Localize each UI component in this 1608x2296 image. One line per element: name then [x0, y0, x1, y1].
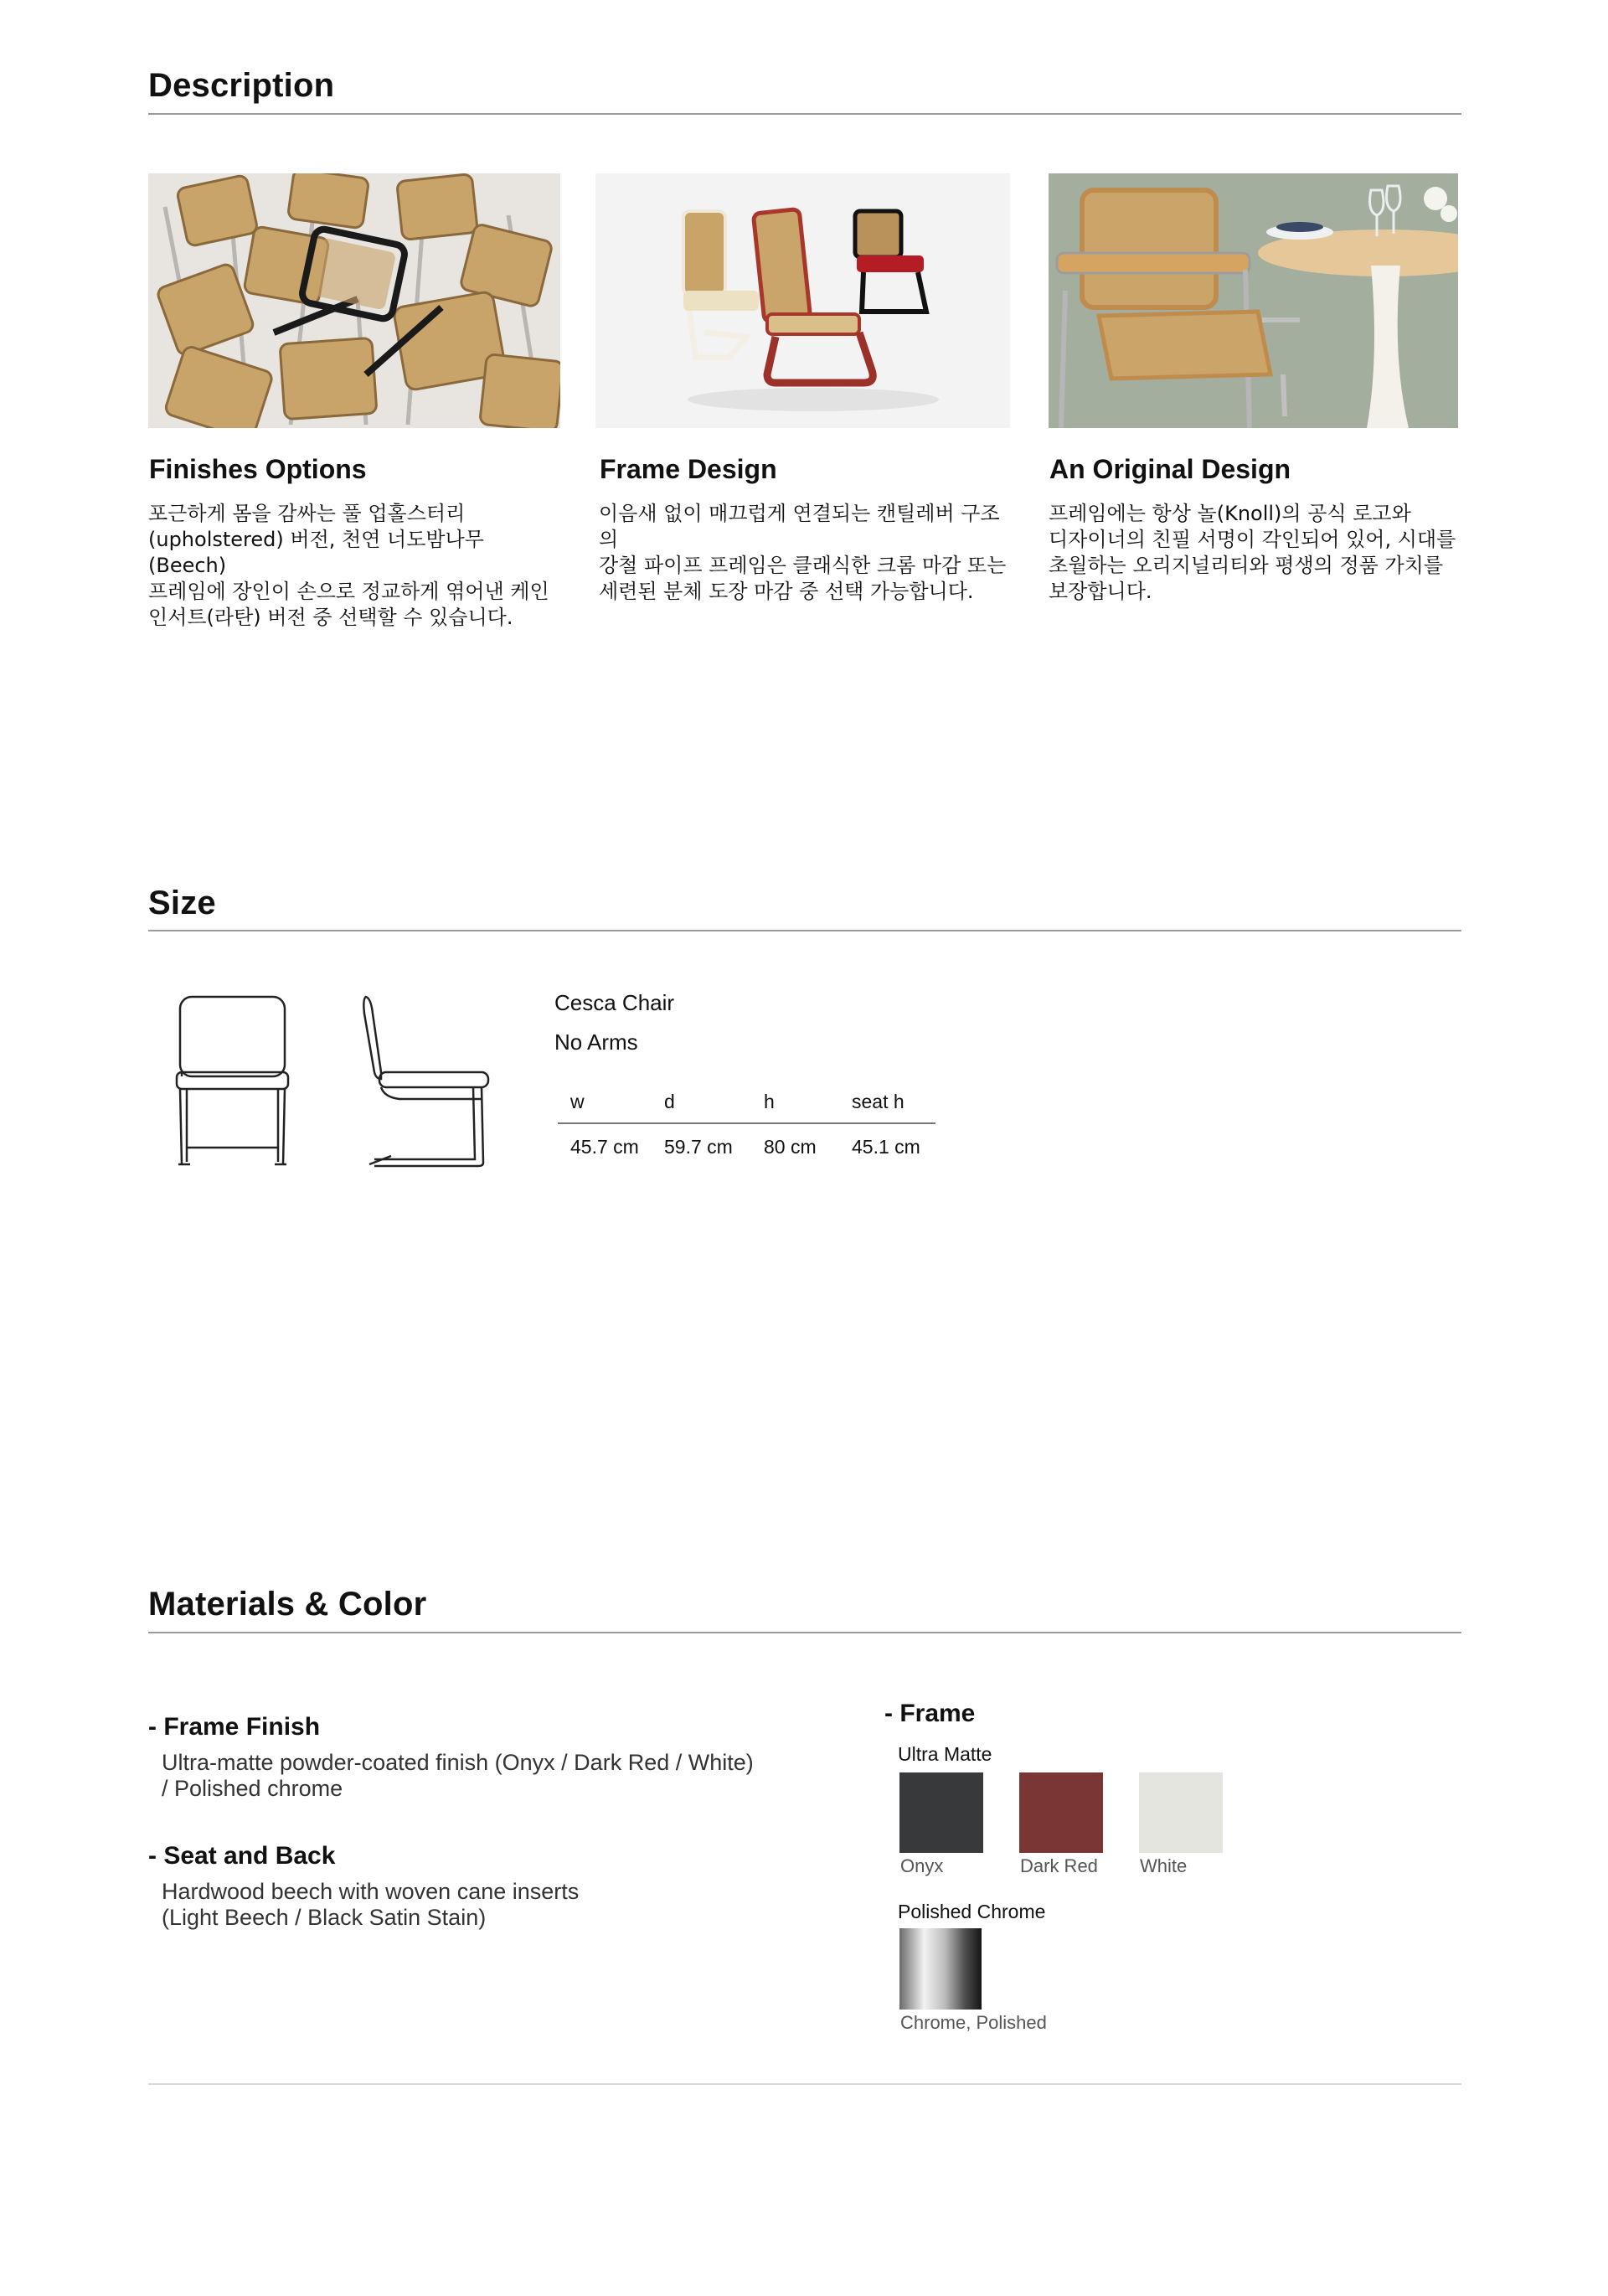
width-header: w [558, 1089, 652, 1123]
width-value: 45.7 cm [570, 1136, 639, 1158]
product-name: Cesca Chair [554, 990, 675, 1015]
size-divider [148, 930, 1461, 931]
finishes-options-line: (upholstered) 버전, 천연 너도밤나무 (Beech) [148, 528, 484, 577]
frame-design-title: Frame Design [600, 454, 777, 484]
frame-heading: - Frame [884, 1700, 976, 1727]
dimensions-header-row [558, 1089, 935, 1123]
footer-divider [148, 2083, 1461, 2085]
depth-header: d [652, 1089, 751, 1123]
seat-back-line: Hardwood beech with woven cane inserts [162, 1879, 580, 1904]
chrome-polished-swatch [899, 1928, 982, 2010]
frame-design-line: 강철 파이프 프레임은 클래식한 크롬 마감 또는 [599, 554, 1007, 577]
seat-height-header: seat h [839, 1089, 935, 1123]
original-design-photo [1049, 173, 1458, 428]
seat-back-text [162, 1879, 579, 1931]
height-header: h [751, 1089, 839, 1123]
white-swatch-label: White [1140, 1855, 1188, 1876]
original-design-line: 초월하는 오리지널리티와 평생의 정품 가치를 [1049, 554, 1444, 577]
finishes-options-text [148, 501, 559, 631]
original-design-title: An Original Design [1049, 454, 1291, 484]
chrome-polished-swatch-label: Chrome, Polished [900, 2012, 1047, 2033]
original-design-line: 프레임에는 항상 놀(Knoll)의 공식 로고와 [1049, 502, 1411, 525]
frame-design-text [599, 501, 1009, 605]
original-design-line: 디자이너의 친필 서명이 각인되어 있어, 시대를 [1049, 528, 1456, 551]
ultra-matte-label: Ultra Matte [898, 1743, 992, 1765]
finishes-options-line: 인서트(라탄) 버전 중 선택할 수 있습니다. [148, 606, 513, 629]
dimensions-table [558, 1089, 935, 1158]
height-value: 80 cm [764, 1136, 817, 1158]
chair-front-view-drawing [172, 988, 293, 1173]
seat-height-value: 45.1 cm [852, 1136, 920, 1158]
onyx-swatch-label: Onyx [900, 1855, 944, 1876]
frame-design-photo [595, 173, 1010, 428]
finishes-options-line: 프레임에 장인이 손으로 정교하게 엮어낸 케인 [148, 580, 549, 603]
finishes-options-photo [148, 173, 560, 428]
frame-finish-text [162, 1750, 754, 1802]
dark-red-swatch [1019, 1772, 1103, 1853]
onyx-swatch [899, 1772, 983, 1853]
polished-chrome-label: Polished Chrome [898, 1901, 1046, 1922]
materials-divider [148, 1632, 1461, 1633]
frame-finish-line: Ultra-matte powder-coated finish (Onyx / Dark Red / White) [162, 1750, 754, 1775]
chair-side-view-drawing [356, 988, 494, 1173]
product-variant: No Arms [554, 1029, 638, 1055]
description-divider [148, 113, 1461, 115]
seat-back-line: (Light Beech / Black Satin Stain) [162, 1905, 487, 1930]
frame-design-line: 이음새 없이 매끄럽게 연결되는 캔틸레버 구조의 [599, 502, 1000, 551]
original-design-text [1049, 501, 1459, 605]
finishes-options-line: 포근하게 몸을 감싸는 풀 업홀스터리 [148, 502, 466, 525]
size-title: Size [148, 885, 216, 921]
frame-finish-line: / Polished chrome [162, 1776, 343, 1801]
description-title: Description [148, 67, 335, 104]
frame-design-line: 세련된 분체 도장 마감 중 선택 가능합니다. [599, 580, 974, 603]
dark-red-swatch-label: Dark Red [1020, 1855, 1098, 1876]
depth-value: 59.7 cm [664, 1136, 733, 1158]
white-swatch [1139, 1772, 1223, 1853]
dimensions-value-row [558, 1123, 935, 1158]
seat-back-heading: - Seat and Back [148, 1842, 336, 1870]
finishes-options-title: Finishes Options [149, 454, 367, 484]
original-design-line: 보장합니다. [1049, 580, 1152, 603]
frame-finish-heading: - Frame Finish [148, 1713, 321, 1741]
materials-title: Materials & Color [148, 1586, 427, 1623]
